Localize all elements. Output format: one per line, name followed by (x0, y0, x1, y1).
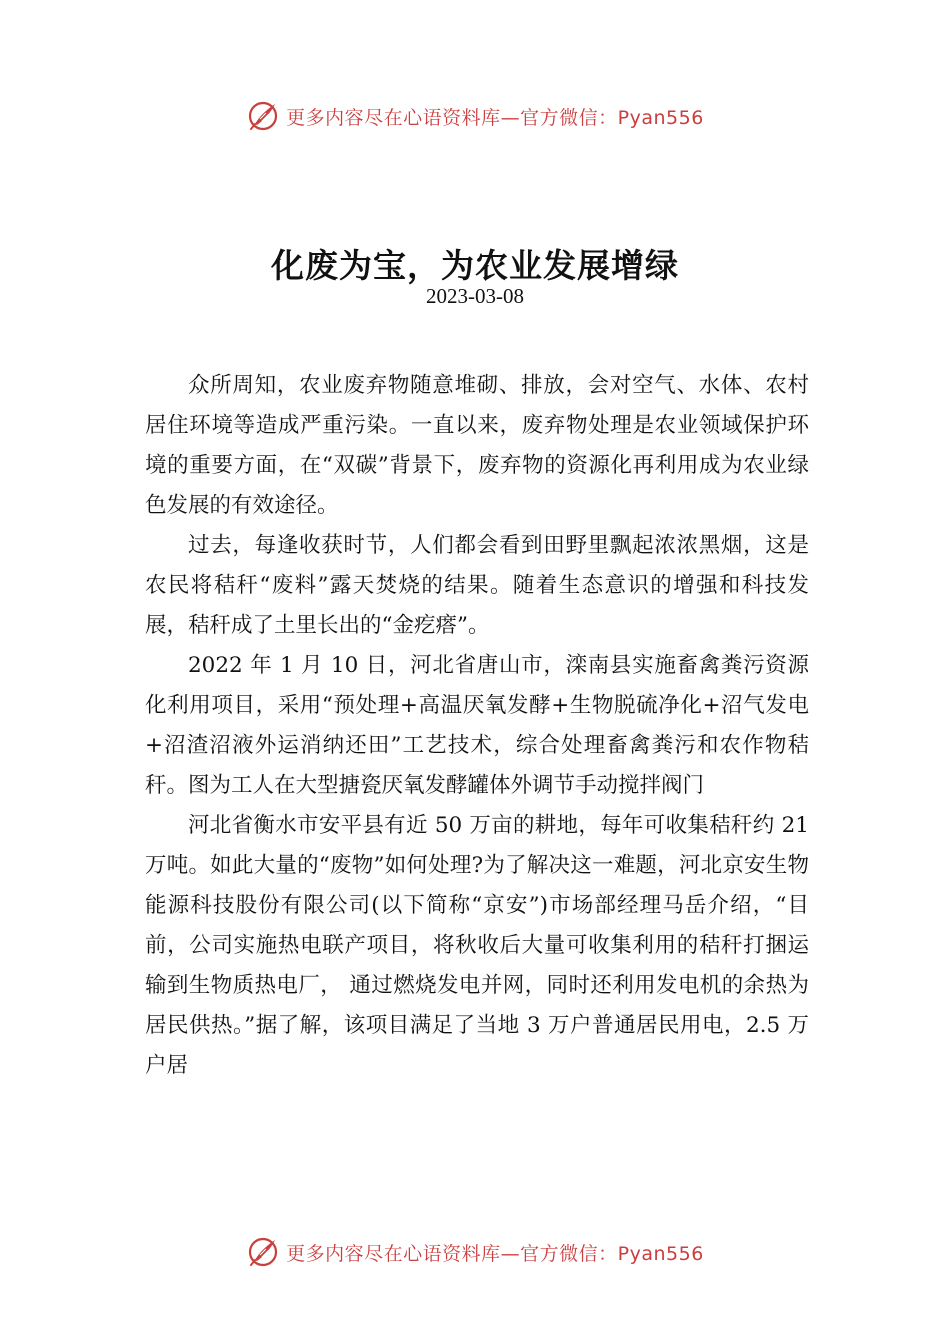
paragraph: 2022 年 1 月 10 日，河北省唐山市，滦南县实施畜禽粪污资源化利用项目，采用“预处理+高温厌氧发酵+生物脱硫净化+沼气发电+沼渣沼液外运消纳还田”工艺技术，综合处理畜禽粪污和农作物秸秆。图为工人在大型搪瓷厌氧发酵罐体外调节手动搅拌阀门 (145, 653, 809, 798)
banner-text: 更多内容尽在心语资料库—官方微信：Pyan556 (286, 106, 704, 129)
feather-pen-logo-icon (246, 1235, 280, 1269)
feather-pen-logo-icon (246, 99, 280, 133)
paragraph: 众所周知，农业废弃物随意堆砌、排放，会对空气、水体、农村居住环境等造成严重污染。一直以来，废弃物处理是农业领域保护环境的重要方面，在“双碳”背景下，废弃物的资源化再利用成为农业绿色发展的有效途径。 (145, 373, 809, 518)
article-title: 化废为宝，为农业发展增绿 (271, 246, 679, 286)
article-date: 2023-03-08 (426, 284, 524, 308)
article-body (145, 366, 809, 1086)
paragraph: 河北省衡水市安平县有近 50 万亩的耕地，每年可收集秸秆约 21 万吨。如此大量的“废物”如何处理?为了解决这一难题，河北京安生物能源科技股份有限公司(以下简称“京安”)市场部经理马岳介绍，“目前，公司实施热电联产项目，将秋收后大量可收集利用的秸秆打捆运输到生物质热电厂， 通过燃烧发电并网，同时还利用发电机的余热为居民供热。”据了解，该项目满足了当地 3 万户普通居民用电，2.5 万户居 (145, 813, 809, 1078)
banner-text: 更多内容尽在心语资料库—官方微信：Pyan556 (286, 1242, 704, 1265)
header-banner (0, 96, 950, 136)
footer-banner (0, 1232, 950, 1272)
paragraph: 过去，每逢收获时节，人们都会看到田野里飘起浓浓黑烟，这是农民将秸秆“废料”露天焚烧的结果。随着生态意识的增强和科技发展，秸秆成了土里长出的“金疙瘩”。 (145, 533, 809, 638)
